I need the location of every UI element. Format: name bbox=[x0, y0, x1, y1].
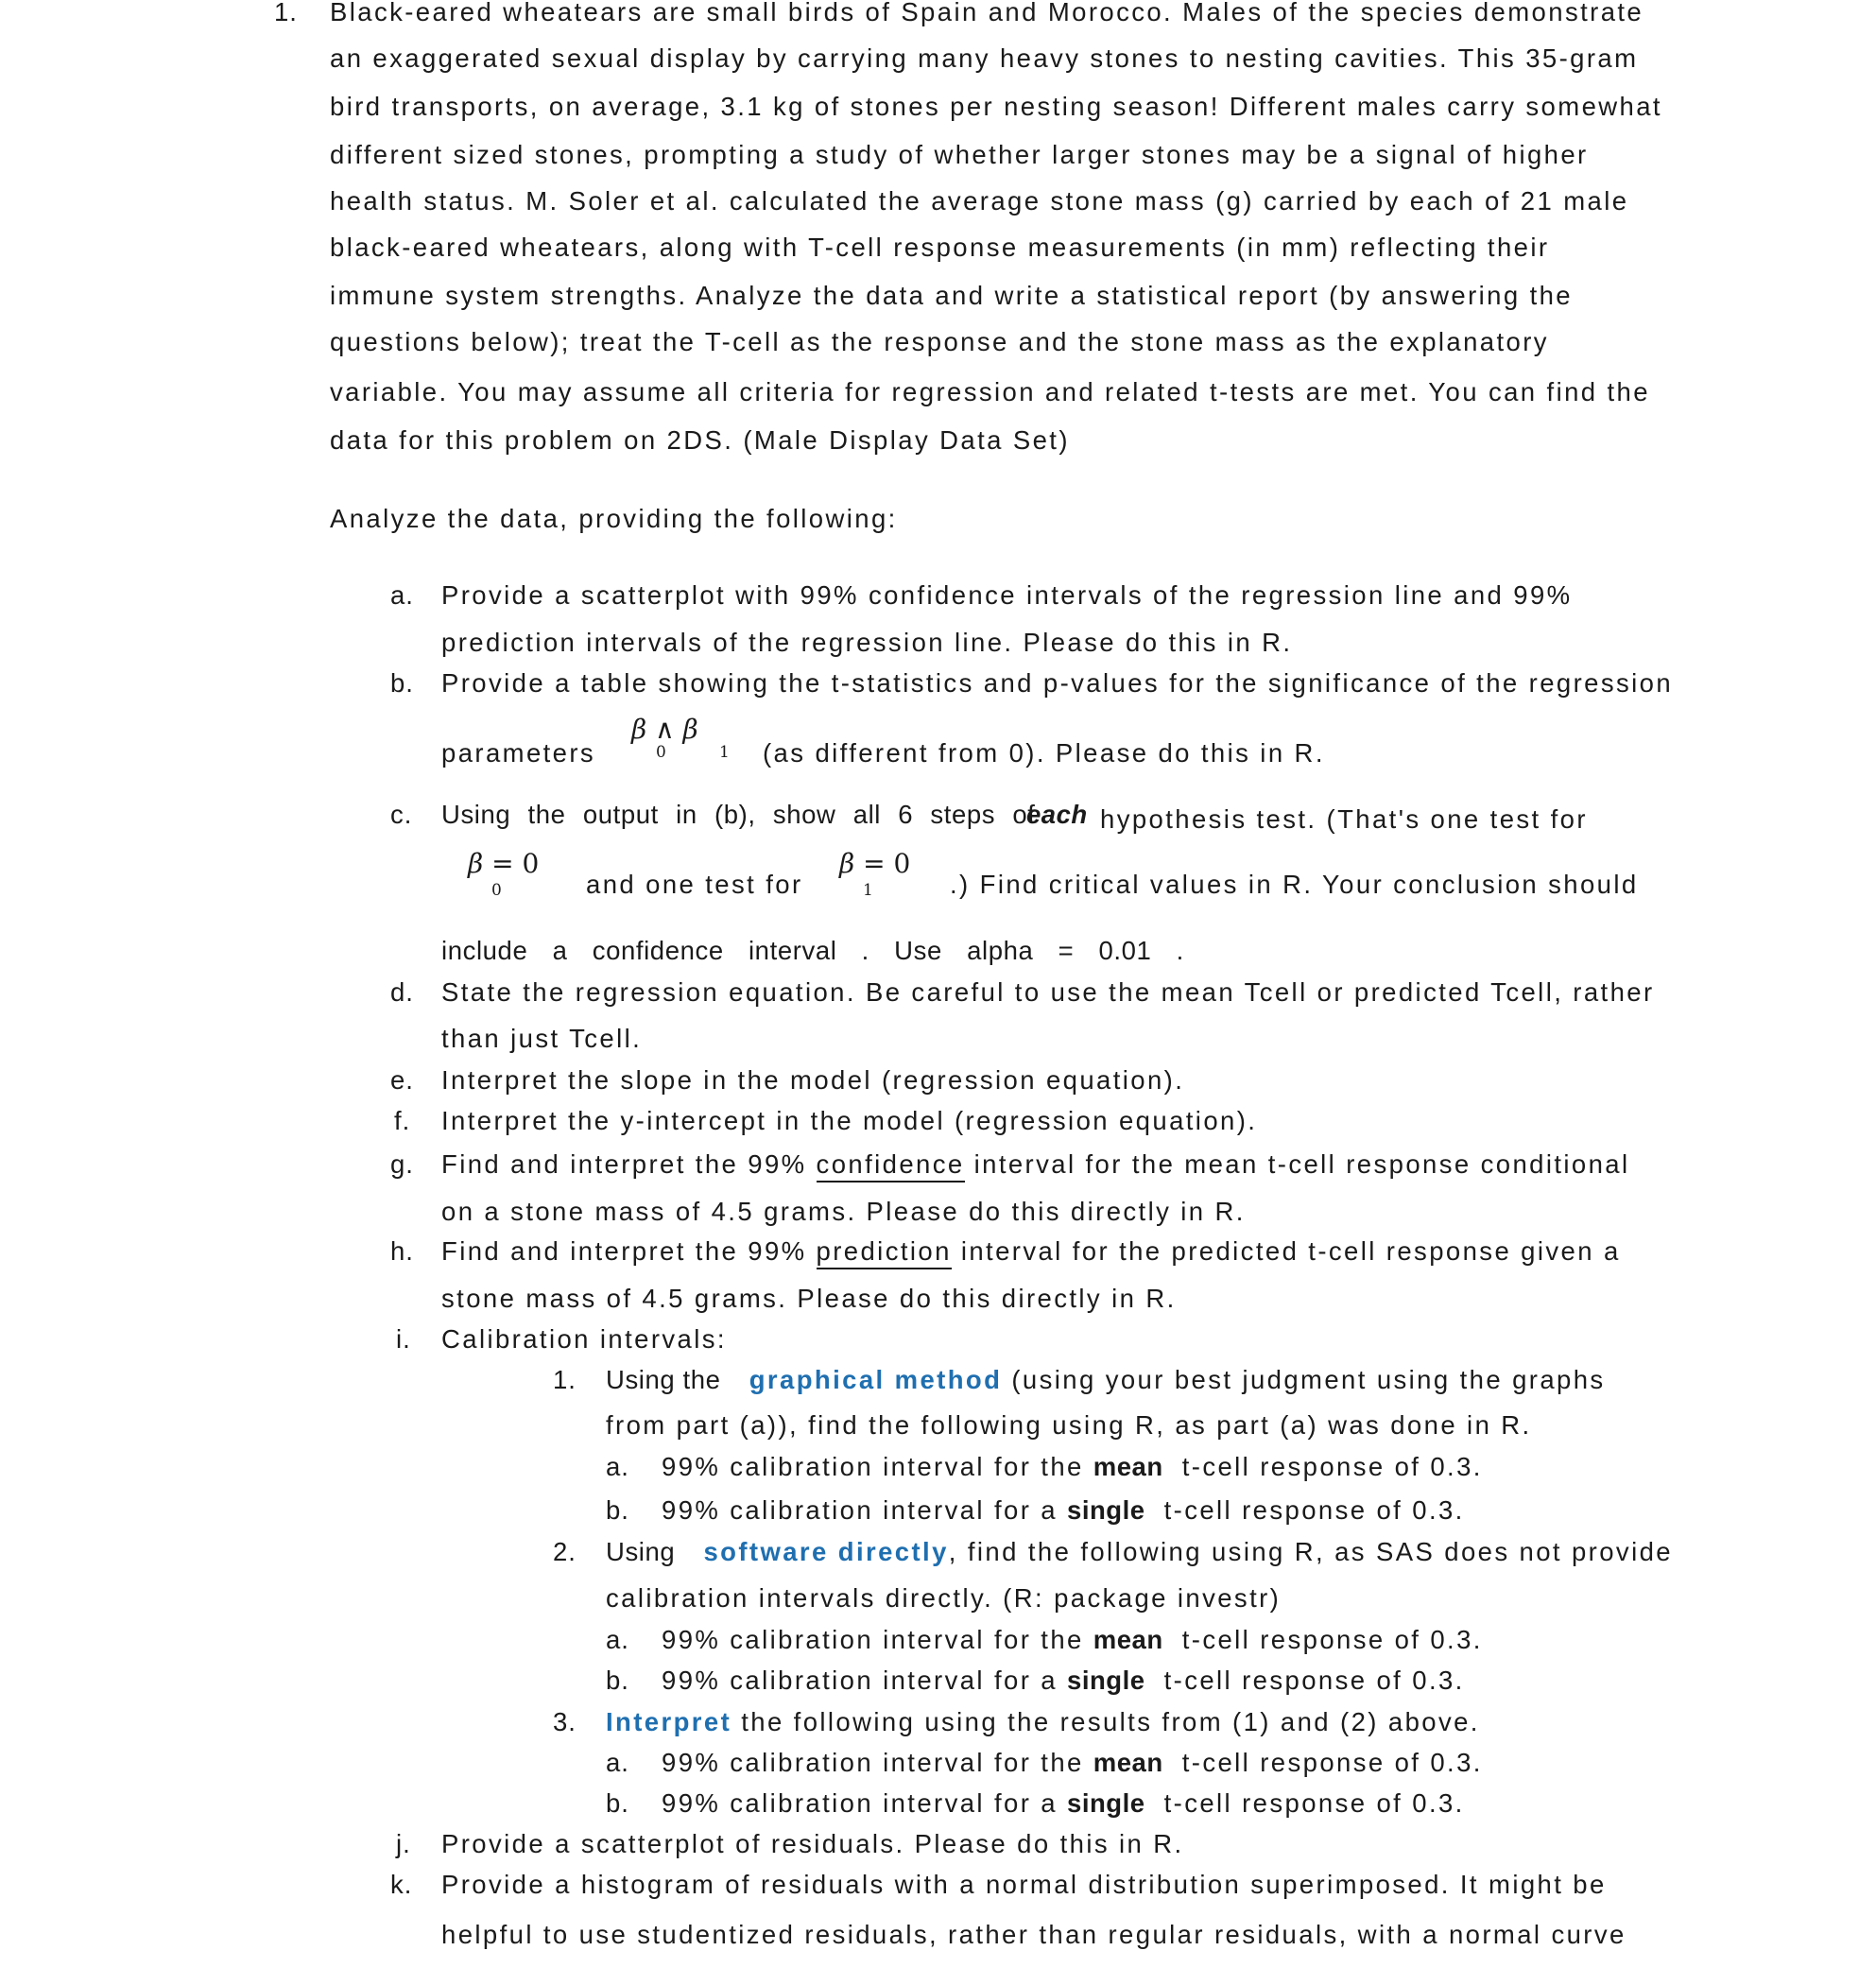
item-c-line-1-end: hypothesis test. (That's one test for bbox=[1100, 804, 1588, 834]
item-i1-line-2: from part (a)), find the following using R, as part (a) was done in R. bbox=[606, 1410, 1532, 1440]
item-i3-marker: 3. bbox=[553, 1707, 577, 1736]
item-i2-line-1 bbox=[606, 1536, 1673, 1568]
item-k-line-1: Provide a histogram of residuals with a normal distribution superimposed. It might be bbox=[441, 1870, 1607, 1899]
item-g-line-2: on a stone mass of 4.5 grams. Please do this directly in R. bbox=[441, 1197, 1246, 1226]
item-h-line-2: stone mass of 4.5 grams. Please do this directly in R. bbox=[441, 1284, 1177, 1313]
item-d-line-2: than just Tcell. bbox=[441, 1024, 643, 1053]
sub-b-marker-2: b. bbox=[606, 1666, 629, 1695]
item-k-marker: k. bbox=[390, 1870, 413, 1899]
item-c-line-1-start: Using the output in (b), show all 6 steps of bbox=[441, 800, 1036, 829]
calib-single-line-3: 99% calibration interval for a single t-cell response of 0.3. bbox=[662, 1788, 1465, 1818]
prediction-underlined: prediction bbox=[817, 1236, 952, 1269]
sub-a-marker-3: a. bbox=[606, 1748, 629, 1777]
item-a-line-2: prediction intervals of the regression line. Please do this in R. bbox=[441, 628, 1293, 657]
item-h-line-1-start: Find and interpret the 99% bbox=[441, 1236, 807, 1266]
item-i2-line-2: calibration intervals directly. (R: package investr) bbox=[606, 1583, 1282, 1613]
item-b-line-1: Provide a table showing the t-statistics and p-values for the significance of the regression bbox=[441, 668, 1674, 698]
paragraph-line-7: immune system strengths. Analyze the data and write a statistical report (by answering the bbox=[330, 281, 1573, 310]
paragraph-line-5: health status. M. Soler et al. calculated the average stone mass (g) carried by each of 21 male bbox=[330, 186, 1629, 216]
item-i-line-1: Calibration intervals: bbox=[441, 1324, 727, 1354]
sub-a-marker-2: a. bbox=[606, 1625, 629, 1654]
item-e-marker: e. bbox=[390, 1065, 414, 1095]
item-i1-line-1 bbox=[606, 1364, 1606, 1396]
item-b-parameters-label: parameters bbox=[441, 738, 596, 768]
item-e-line-1: Interpret the slope in the model (regression equation). bbox=[441, 1065, 1185, 1095]
paragraph-line-3: bird transports, on average, 3.1 kg of stones per nesting season! Different males carry somewhat bbox=[330, 92, 1662, 121]
item-f-line-1: Interpret the y-intercept in the model (regression equation). bbox=[441, 1106, 1258, 1135]
item-i-marker: i. bbox=[396, 1324, 411, 1354]
item-g-line-1-end: interval for the mean t-cell response conditional bbox=[973, 1149, 1630, 1179]
item-d-line-1: State the regression equation. Be careful to use the mean Tcell or predicted Tcell, rather bbox=[441, 977, 1655, 1007]
mean-emphasis: mean bbox=[1093, 1452, 1163, 1481]
item-h-line-1 bbox=[441, 1235, 1621, 1268]
item-i3-line-1: Interpret the following using the results from (1) and (2) above. bbox=[606, 1707, 1480, 1736]
beta-0-equals-zero: β = 0 bbox=[468, 848, 540, 879]
item-j-line-1: Provide a scatterplot of residuals. Please do this in R. bbox=[441, 1829, 1184, 1858]
beta-1-equals-zero: β = 0 bbox=[839, 848, 911, 879]
analyze-heading: Analyze the data, providing the following: bbox=[330, 504, 898, 533]
item-i1-using-the: Using the bbox=[606, 1365, 721, 1394]
paragraph-line-2: an exaggerated sexual display by carrying many heavy stones to nesting cavities. This 35-gram bbox=[330, 43, 1639, 73]
paragraph-line-4: different sized stones, prompting a study of whether larger stones may be a signal of higher bbox=[330, 140, 1589, 169]
interpret-term: Interpret bbox=[606, 1707, 732, 1736]
item-g-line-1 bbox=[441, 1148, 1630, 1181]
item-i2-line-1-end: , find the following using R, as SAS does not provide bbox=[948, 1537, 1673, 1566]
beta-1-subscript: 1 bbox=[719, 743, 730, 762]
item-c-line-3: include a confidence interval . Use alpha = 0.01 . bbox=[441, 936, 1184, 965]
sub-b-marker-3: b. bbox=[606, 1788, 629, 1818]
item-k-line-2: helpful to use studentized residuals, rather than regular residuals, with a normal curve bbox=[441, 1920, 1626, 1949]
software-directly-term: software directly bbox=[703, 1537, 949, 1566]
item-i1-line-1-end: (using your best judgment using the graphs bbox=[1011, 1365, 1606, 1394]
item-b-marker: b. bbox=[390, 668, 414, 698]
calib-mean-line-2: 99% calibration interval for the mean t-cell response of 0.3. bbox=[662, 1625, 1483, 1654]
sub-a-marker: a. bbox=[606, 1452, 629, 1481]
paragraph-line-8: questions below); treat the T-cell as the response and the stone mass as the explanatory bbox=[330, 327, 1549, 356]
item-c-line-2-end: .) Find critical values in R. Your conclusion should bbox=[950, 870, 1639, 899]
item-c-each-emphasis: each bbox=[1026, 800, 1088, 829]
item-g-line-1-start: Find and interpret the 99% bbox=[441, 1149, 807, 1179]
single-emphasis: single bbox=[1067, 1495, 1145, 1525]
item-j-marker: j. bbox=[396, 1829, 411, 1858]
problem-number: 1. bbox=[274, 0, 298, 26]
beta-0-and-beta-1-formula: β ∧ β bbox=[631, 714, 698, 745]
item-g-marker: g. bbox=[390, 1149, 414, 1179]
item-c-marker: c. bbox=[390, 800, 413, 829]
calib-mean-line-1: 99% calibration interval for the mean t-cell response of 0.3. bbox=[662, 1452, 1483, 1481]
beta-0-subscript: 0 bbox=[656, 743, 666, 762]
item-i1-marker: 1. bbox=[553, 1365, 577, 1394]
item-a-marker: a. bbox=[390, 580, 414, 610]
beta-1-eq-subscript: 1 bbox=[863, 881, 873, 900]
graphical-method-term: graphical method bbox=[749, 1365, 1003, 1394]
paragraph-line-6: black-eared wheatears, along with T-cell response measurements (in mm) reflecting their bbox=[330, 233, 1550, 262]
item-h-marker: h. bbox=[390, 1236, 414, 1266]
item-f-marker: f. bbox=[394, 1106, 411, 1135]
beta-0-eq-subscript: 0 bbox=[491, 881, 502, 900]
calib-single-line-1: 99% calibration interval for a single t-cell response of 0.3. bbox=[662, 1495, 1465, 1525]
item-a-line-1: Provide a scatterplot with 99% confidence intervals of the regression line and 99% bbox=[441, 580, 1573, 610]
paragraph-line-1: Black-eared wheatears are small birds of Spain and Morocco. Males of the species demonstrate bbox=[330, 0, 1644, 26]
item-i2-marker: 2. bbox=[553, 1537, 577, 1566]
calib-mean-line-3: 99% calibration interval for the mean t-cell response of 0.3. bbox=[662, 1748, 1483, 1777]
item-c-line-2-middle: and one test for bbox=[586, 870, 803, 899]
paragraph-line-9: variable. You may assume all criteria for regression and related t-tests are met. You can find the bbox=[330, 377, 1650, 406]
item-h-line-1-end: interval for the predicted t-cell response given a bbox=[960, 1236, 1621, 1266]
paragraph-line-10: data for this problem on 2DS. (Male Display Data Set) bbox=[330, 425, 1070, 455]
item-d-marker: d. bbox=[390, 977, 414, 1007]
calib-single-line-2: 99% calibration interval for a single t-cell response of 0.3. bbox=[662, 1666, 1465, 1695]
confidence-underlined: confidence bbox=[817, 1149, 965, 1183]
item-b-line-2: (as different from 0). Please do this in R. bbox=[763, 738, 1325, 768]
sub-b-marker: b. bbox=[606, 1495, 629, 1525]
item-i2-using: Using bbox=[606, 1537, 676, 1566]
